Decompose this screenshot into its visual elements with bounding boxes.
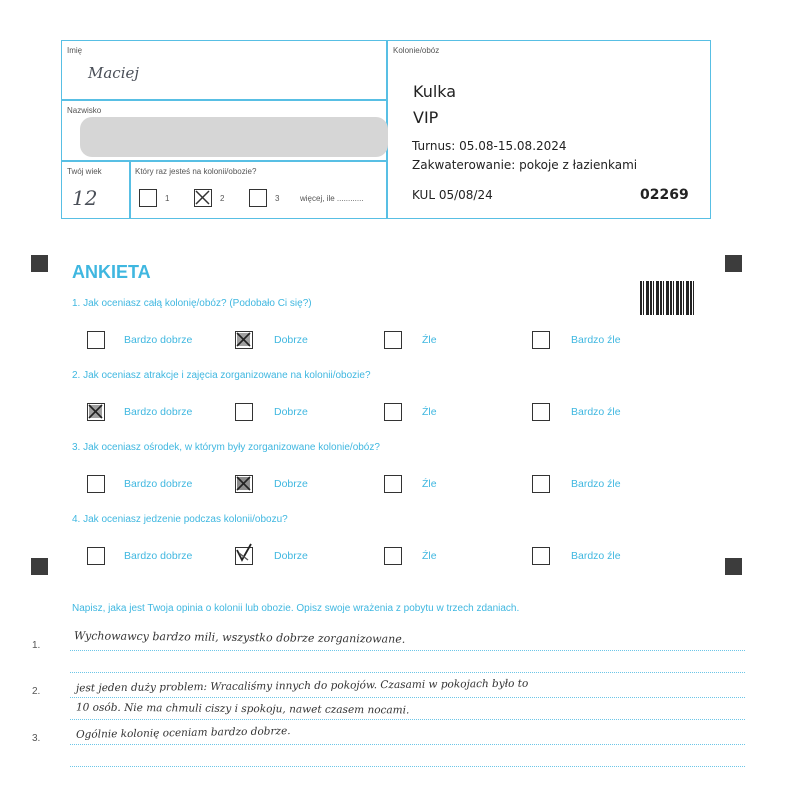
- answer-1: Wychowawcy bardzo mili, wszystko dobrze zorganizowane.: [73, 629, 406, 646]
- line-number: 3.: [32, 733, 41, 744]
- kolonie-label: Kolonie/obóz: [393, 46, 440, 55]
- camp-code: KUL 05/08/24: [412, 188, 493, 202]
- checkmark-icon: [235, 544, 253, 562]
- q2-option-zle-checkbox[interactable]: [384, 403, 402, 421]
- q1-option-dobrze-label: Dobrze: [274, 334, 308, 346]
- answer-line: [70, 719, 745, 720]
- imie-value: Maciej: [88, 64, 140, 82]
- q3-option-bardzo-zle-label: Bardzo źle: [571, 478, 621, 490]
- registration-marker: [725, 558, 742, 575]
- q1-option-zle-checkbox[interactable]: [384, 331, 402, 349]
- header-divider: [61, 99, 387, 101]
- zakwaterowanie: Zakwaterowanie: pokoje z łazienkami: [412, 158, 638, 172]
- count-option-2: 2: [220, 194, 225, 203]
- line-number: 2.: [32, 686, 41, 697]
- q3-option-zle-checkbox[interactable]: [384, 475, 402, 493]
- header-divider: [129, 160, 131, 219]
- check-x-icon: [88, 404, 104, 420]
- q1-option-bardzo-zle-label: Bardzo źle: [571, 334, 621, 346]
- wiek-value: 12: [72, 186, 98, 210]
- q2-option-bardzo-zle-checkbox[interactable]: [532, 403, 550, 421]
- q3-option-dobrze-checkbox[interactable]: [235, 475, 253, 493]
- question-4: 4. Jak oceniasz jedzenie podczas kolonii/obozu?: [72, 514, 288, 525]
- check-x-icon: [236, 332, 252, 348]
- q4-option-bardzo-dobrze-checkbox[interactable]: [87, 547, 105, 565]
- count-more: więcej, ile ............: [300, 194, 364, 203]
- nazwisko-redacted: [80, 117, 388, 157]
- count-option-1: 1: [165, 194, 170, 203]
- line-number: 1.: [32, 640, 41, 651]
- q2-option-bardzo-dobrze-checkbox[interactable]: [87, 403, 105, 421]
- imie-label: Imię: [67, 46, 83, 55]
- registration-marker: [725, 255, 742, 272]
- nazwisko-label: Nazwisko: [67, 106, 102, 115]
- answer-line: [70, 744, 745, 745]
- survey-title: ANKIETA: [72, 262, 151, 282]
- q2-option-dobrze-checkbox[interactable]: [235, 403, 253, 421]
- q3-option-zle-label: Źle: [422, 478, 437, 490]
- answer-line: [70, 650, 745, 651]
- q1-option-dobrze-checkbox[interactable]: [235, 331, 253, 349]
- ktory-raz-label: Który raz jesteś na kolonii/obozie?: [135, 167, 257, 176]
- count-checkbox-1[interactable]: [139, 189, 157, 207]
- q4-option-dobrze-label: Dobrze: [274, 550, 308, 562]
- q3-option-bardzo-dobrze-label: Bardzo dobrze: [124, 478, 193, 490]
- q3-option-bardzo-zle-checkbox[interactable]: [532, 475, 550, 493]
- q4-option-bardzo-zle-label: Bardzo źle: [571, 550, 621, 562]
- answer-line: [70, 697, 745, 698]
- q4-option-zle-label: Źle: [422, 550, 437, 562]
- q1-option-zle-label: Źle: [422, 334, 437, 346]
- count-checkbox-2[interactable]: [194, 189, 212, 207]
- question-2: 2. Jak oceniasz atrakcje i zajęcia zorganizowane na kolonii/obozie?: [72, 370, 371, 381]
- q3-option-dobrze-label: Dobrze: [274, 478, 308, 490]
- registration-marker: [31, 255, 48, 272]
- q1-option-bardzo-zle-checkbox[interactable]: [532, 331, 550, 349]
- barcode: [640, 281, 694, 315]
- q2-option-dobrze-label: Dobrze: [274, 406, 308, 418]
- q4-option-bardzo-dobrze-label: Bardzo dobrze: [124, 550, 193, 562]
- camp-name: Kulka: [413, 82, 457, 101]
- q1-option-bardzo-dobrze-checkbox[interactable]: [87, 331, 105, 349]
- count-checkbox-3[interactable]: [249, 189, 267, 207]
- check-x-icon: [236, 476, 252, 492]
- check-x-icon: [195, 190, 210, 205]
- registration-marker: [31, 558, 48, 575]
- q4-option-bardzo-zle-checkbox[interactable]: [532, 547, 550, 565]
- answer-3: Ogólnie kolonię oceniam bardzo dobrze.: [75, 725, 291, 741]
- answer-2b: 10 osób. Nie ma chmuli ciszy i spokoju, nawet czasem nocami.: [75, 701, 410, 717]
- q3-option-bardzo-dobrze-checkbox[interactable]: [87, 475, 105, 493]
- q2-option-bardzo-zle-label: Bardzo źle: [571, 406, 621, 418]
- q4-option-zle-checkbox[interactable]: [384, 547, 402, 565]
- question-3: 3. Jak oceniasz ośrodek, w którym były zorganizowane kolonie/obóz?: [72, 442, 380, 453]
- answer-line: [70, 672, 745, 673]
- answer-line: [70, 766, 745, 767]
- q2-option-zle-label: Źle: [422, 406, 437, 418]
- question-1: 1. Jak oceniasz całą kolonię/obóz? (Podobało Ci się?): [72, 298, 312, 309]
- count-option-3: 3: [275, 194, 280, 203]
- q1-option-bardzo-dobrze-label: Bardzo dobrze: [124, 334, 193, 346]
- header-divider: [61, 160, 387, 162]
- camp-type: VIP: [413, 108, 439, 127]
- wiek-label: Twój wiek: [67, 167, 102, 176]
- q2-option-bardzo-dobrze-label: Bardzo dobrze: [124, 406, 193, 418]
- turnus: Turnus: 05.08-15.08.2024: [412, 139, 567, 153]
- opinion-prompt: Napisz, jaka jest Twoja opinia o kolonii lub obozie. Opisz swoje wrażenia z pobytu w trzech zdaniach.: [72, 603, 520, 614]
- q4-option-dobrze-checkbox[interactable]: [235, 547, 253, 565]
- form-number: 02269: [640, 187, 689, 203]
- answer-2a: jest jeden duży problem: Wracaliśmy innych do pokojów. Czasami w pokojach było to: [75, 677, 529, 695]
